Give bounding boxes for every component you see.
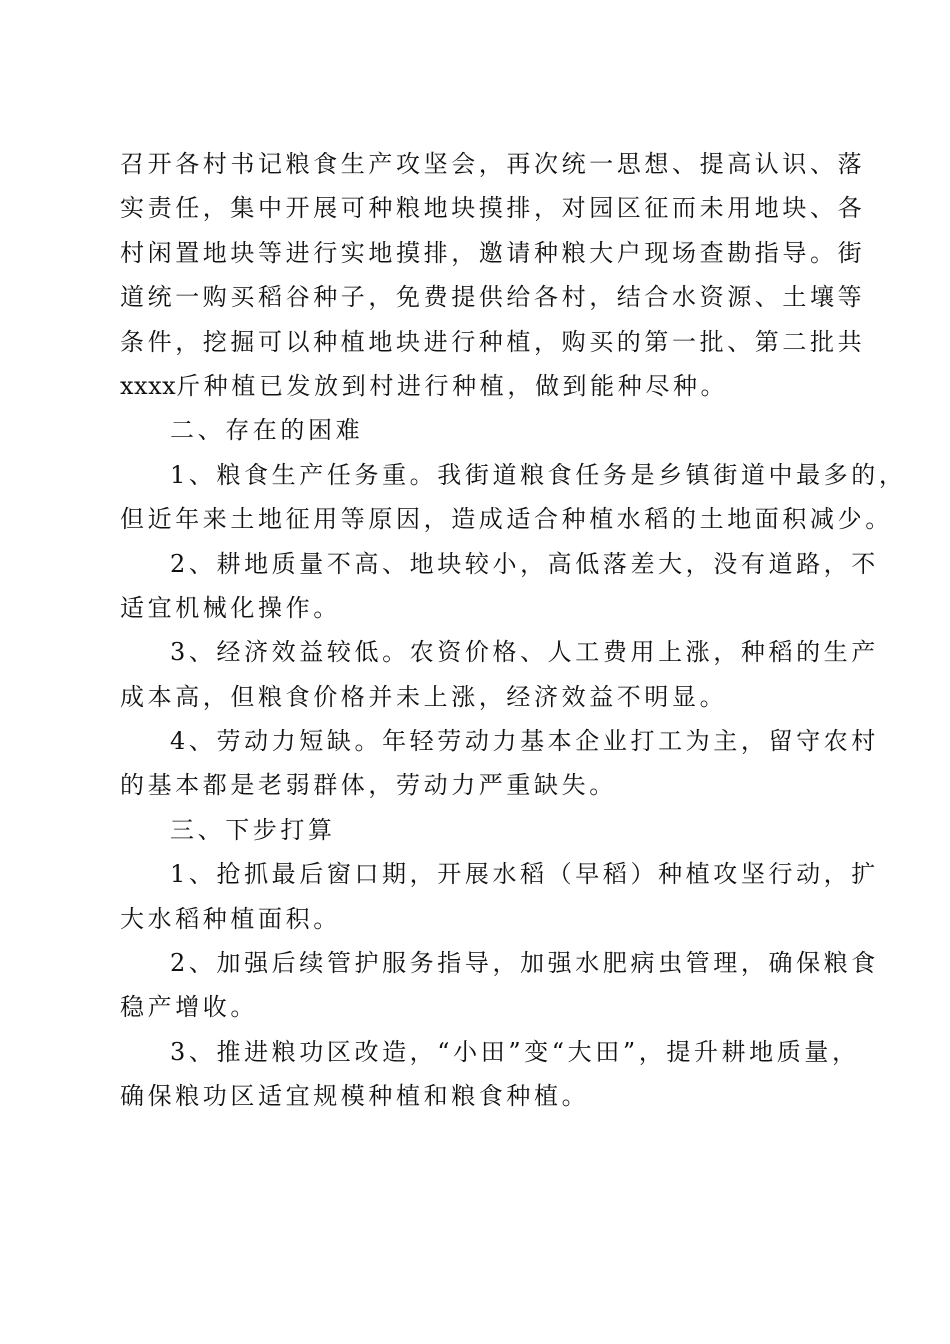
item-line: 2、耕地质量不高、地块较小，高低落差大，没有道路，不 bbox=[170, 549, 879, 578]
item-line: 的基本都是老弱群体，劳动力严重缺失。 bbox=[120, 771, 617, 800]
plan-item-2 bbox=[120, 941, 879, 1030]
paragraph-line: 召开各村书记粮食生产攻坚会，再次统一思想、提高认识、落 bbox=[120, 150, 866, 178]
paragraph-line: 村闲置地块等进行实地摸排，邀请种粮大户现场查勘指导。街 bbox=[120, 238, 866, 267]
item-line: 大水稻种植面积。 bbox=[120, 904, 341, 933]
difficulty-item-3 bbox=[120, 630, 879, 719]
difficulty-item-2 bbox=[120, 542, 879, 631]
section-heading-next-steps: 三、下步打算 bbox=[170, 815, 336, 844]
difficulty-item-4 bbox=[120, 719, 879, 808]
plan-item-1 bbox=[120, 852, 879, 941]
paragraph-line-tail: 斤种植已发放到村进行种植，做到能种尽种。 bbox=[176, 371, 729, 400]
plan-item-3 bbox=[120, 1030, 860, 1119]
item-line: 1、抢抓最后窗口期，开展水稻（早稻）种植攻坚行动，扩 bbox=[170, 860, 879, 889]
paragraph-line bbox=[120, 364, 836, 408]
paragraph-line: 道统一购买稻谷种子，免费提供给各村，结合水资源、土壤等 bbox=[120, 283, 866, 312]
paragraph-line: 条件，挖掘可以种植地块进行种植，购买的第一批、第二批共 bbox=[120, 327, 866, 356]
item-line: 成本高，但粮食价格并未上涨，经济效益不明显。 bbox=[120, 682, 728, 711]
intro-paragraph bbox=[120, 142, 866, 408]
item-line: 稳产增收。 bbox=[120, 993, 258, 1022]
item-line: 3、推进粮功区改造，“小田”变“大田”，提升耕地质量， bbox=[170, 1037, 860, 1066]
quantity-placeholder: xxxx bbox=[120, 371, 177, 400]
document-page bbox=[120, 142, 907, 1119]
difficulty-item-1 bbox=[120, 453, 907, 542]
paragraph-line: 实责任，集中开展可种粮地块摸排，对园区征而未用地块、各 bbox=[120, 194, 866, 223]
item-line: 1、粮食生产任务重。我街道粮食任务是乡镇街道中最多的， bbox=[170, 460, 907, 489]
item-line: 2、加强后续管护服务指导，加强水肥病虫管理，确保粮食 bbox=[170, 949, 879, 978]
item-line: 适宜机械化操作。 bbox=[120, 593, 341, 622]
section-heading-difficulties: 二、存在的困难 bbox=[170, 416, 364, 445]
item-line: 但近年来土地征用等原因，造成适合种植水稻的土地面积减少。 bbox=[120, 505, 893, 534]
item-line: 4、劳动力短缺。年轻劳动力基本企业打工为主，留守农村 bbox=[170, 727, 879, 756]
item-line: 3、经济效益较低。农资价格、人工费用上涨，种稻的生产 bbox=[170, 638, 879, 667]
item-line: 确保粮功区适宜规模种植和粮食种植。 bbox=[120, 1082, 590, 1111]
